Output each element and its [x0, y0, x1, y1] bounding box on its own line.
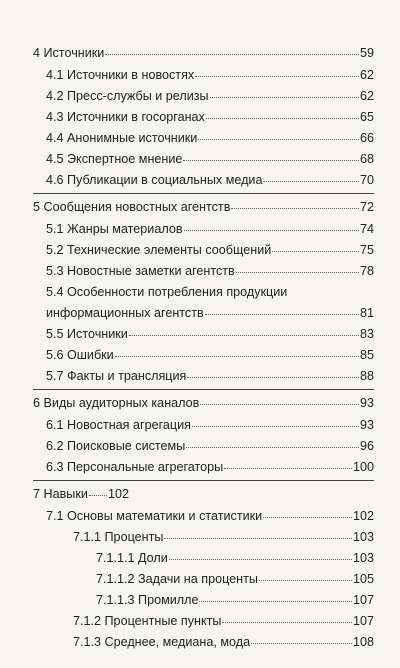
toc-entry[interactable]	[33, 487, 129, 502]
toc-entry[interactable]	[46, 509, 374, 524]
dot-leader	[115, 356, 359, 357]
toc-entry-label: 5.2 Технические элементы сообщений	[46, 243, 272, 257]
toc-entry-label: 5.1 Жанры материалов	[46, 222, 183, 236]
toc-entry-label: 4.3 Источники в госорганах	[46, 110, 205, 124]
toc-entry-label: 7.1.1 Проценты	[73, 530, 164, 544]
dot-leader	[187, 377, 359, 378]
toc-entry-page: 70	[359, 173, 374, 187]
toc-entry[interactable]	[46, 243, 374, 258]
dot-leader	[192, 426, 359, 427]
toc-entry-label: 7.1.1.1 Доли	[96, 551, 168, 565]
dot-leader	[199, 601, 352, 602]
toc-entry-label: 4.6 Публикации в социальных медиа	[46, 173, 263, 187]
toc-entry-page: 107	[352, 614, 374, 628]
toc-entry-label: 5.6 Ошибки	[46, 348, 114, 362]
toc-entry-page: 75	[359, 243, 374, 257]
dot-leader	[205, 314, 359, 315]
toc-entry-page: 93	[359, 396, 374, 410]
toc-entry-label: 5.7 Факты и трансляция	[46, 369, 187, 383]
toc-entry-page: 74	[359, 222, 374, 236]
toc-entry[interactable]	[73, 635, 374, 650]
dot-leader	[195, 76, 359, 77]
toc-entry-label: информационных агентств	[46, 306, 204, 320]
dot-leader	[105, 54, 359, 55]
toc-entry[interactable]	[46, 439, 374, 454]
toc-entry-label: 5.5 Источники	[46, 327, 128, 341]
toc-entry-label: 6.2 Поисковые системы	[46, 439, 186, 453]
dot-leader	[263, 181, 359, 182]
dot-leader	[251, 643, 352, 644]
toc-entry-label: 5.4 Особенности потребления продукции	[46, 285, 288, 299]
toc-entry[interactable]	[46, 68, 374, 83]
toc-entry[interactable]	[46, 348, 374, 363]
dot-leader	[186, 447, 359, 448]
dot-leader	[169, 559, 352, 560]
toc-entry[interactable]	[46, 222, 374, 237]
dot-leader	[200, 404, 359, 405]
dot-leader	[222, 622, 352, 623]
toc-entry[interactable]	[46, 173, 374, 188]
toc-entry[interactable]	[46, 152, 374, 167]
toc-entry[interactable]	[46, 418, 374, 433]
toc-entry-page: 81	[359, 306, 374, 320]
toc-entry-label: 4.4 Анонимные источники	[46, 131, 198, 145]
toc-entry-label: 4.2 Пресс-службы и релизы	[46, 89, 209, 103]
toc-entry-page: 103	[352, 530, 374, 544]
toc-entry-page: 68	[359, 152, 374, 166]
toc-entry-page: 65	[359, 110, 374, 124]
toc-entry[interactable]	[46, 110, 374, 125]
toc-entry-label: 7.1.1.3 Промилле	[96, 593, 199, 607]
toc-entry[interactable]	[33, 200, 374, 215]
toc-entry-label: 7.1.3 Среднее, медиана, мода	[73, 635, 251, 649]
dot-leader	[129, 335, 359, 336]
toc-entry-label: 6 Виды аудиторных каналов	[33, 396, 200, 410]
toc-entry[interactable]	[33, 46, 374, 61]
dot-leader	[198, 139, 359, 140]
toc-entry-page: 83	[359, 327, 374, 341]
toc-entry[interactable]	[96, 593, 374, 608]
dot-leader	[236, 272, 359, 273]
toc-entry-page: 102	[107, 487, 129, 501]
dot-leader	[206, 118, 359, 119]
toc-entry-label: 4.5 Экспертное мнение	[46, 152, 183, 166]
toc-entry-page: 72	[359, 200, 374, 214]
toc-entry[interactable]	[46, 264, 374, 279]
dot-leader	[231, 208, 359, 209]
dot-leader	[164, 538, 352, 539]
toc-entry-page: 85	[359, 348, 374, 362]
toc-entry-label: 7.1.2 Процентные пункты	[73, 614, 222, 628]
toc-entry-label: 7.1 Основы математики и статистики	[46, 509, 263, 523]
section-divider	[33, 389, 374, 390]
toc-entry[interactable]	[33, 396, 374, 411]
toc-entry-page: 108	[352, 635, 374, 649]
toc-entry-page: 107	[352, 593, 374, 607]
dot-leader	[210, 97, 359, 98]
toc-entry-label: 7 Навыки	[33, 487, 88, 501]
toc-entry-label: 5.3 Новостные заметки агентств	[46, 264, 235, 278]
toc-entry-page: 100	[352, 460, 374, 474]
toc-entry-page: 96	[359, 439, 374, 453]
section-divider	[33, 480, 374, 481]
toc-entry[interactable]	[46, 306, 374, 321]
toc-entry-page: 102	[352, 509, 374, 523]
toc-entry[interactable]	[46, 285, 374, 300]
toc-entry[interactable]	[73, 530, 374, 545]
dot-leader	[184, 230, 359, 231]
toc-entry-page: 93	[359, 418, 374, 432]
section-divider	[33, 193, 374, 194]
toc-entry[interactable]	[96, 572, 374, 587]
toc-entry-label: 7.1.1.2 Задачи на проценты	[96, 572, 258, 586]
dot-leader	[263, 517, 352, 518]
toc-entry[interactable]	[46, 369, 374, 384]
toc-entry-label: 6.1 Новостная агрегация	[46, 418, 191, 432]
dot-leader	[224, 468, 352, 469]
dot-leader	[183, 160, 359, 161]
toc-entry-page: 59	[359, 46, 374, 60]
dot-leader	[259, 580, 352, 581]
toc-entry[interactable]	[96, 551, 374, 566]
toc-entry[interactable]	[46, 327, 374, 342]
toc-entry-page: 105	[352, 572, 374, 586]
toc-entry-label: 6.3 Персональные агрегаторы	[46, 460, 224, 474]
toc-entry-page: 103	[352, 551, 374, 565]
toc-entry-page: 78	[359, 264, 374, 278]
toc-entry-page: 66	[359, 131, 374, 145]
toc-entry[interactable]	[46, 131, 374, 146]
toc-entry-page: 62	[359, 68, 374, 82]
toc-entry-page: 88	[359, 369, 374, 383]
toc-entry-label: 4 Источники	[33, 46, 105, 60]
toc-entry-label: 4.1 Источники в новостях	[46, 68, 195, 82]
toc-entry[interactable]	[73, 614, 374, 629]
dot-leader	[89, 495, 107, 496]
toc-entry-label: 5 Сообщения новостных агентств	[33, 200, 231, 214]
dot-leader	[272, 251, 359, 252]
toc-entry[interactable]	[46, 460, 374, 475]
toc-entry-page: 62	[359, 89, 374, 103]
toc-entry[interactable]	[46, 89, 374, 104]
